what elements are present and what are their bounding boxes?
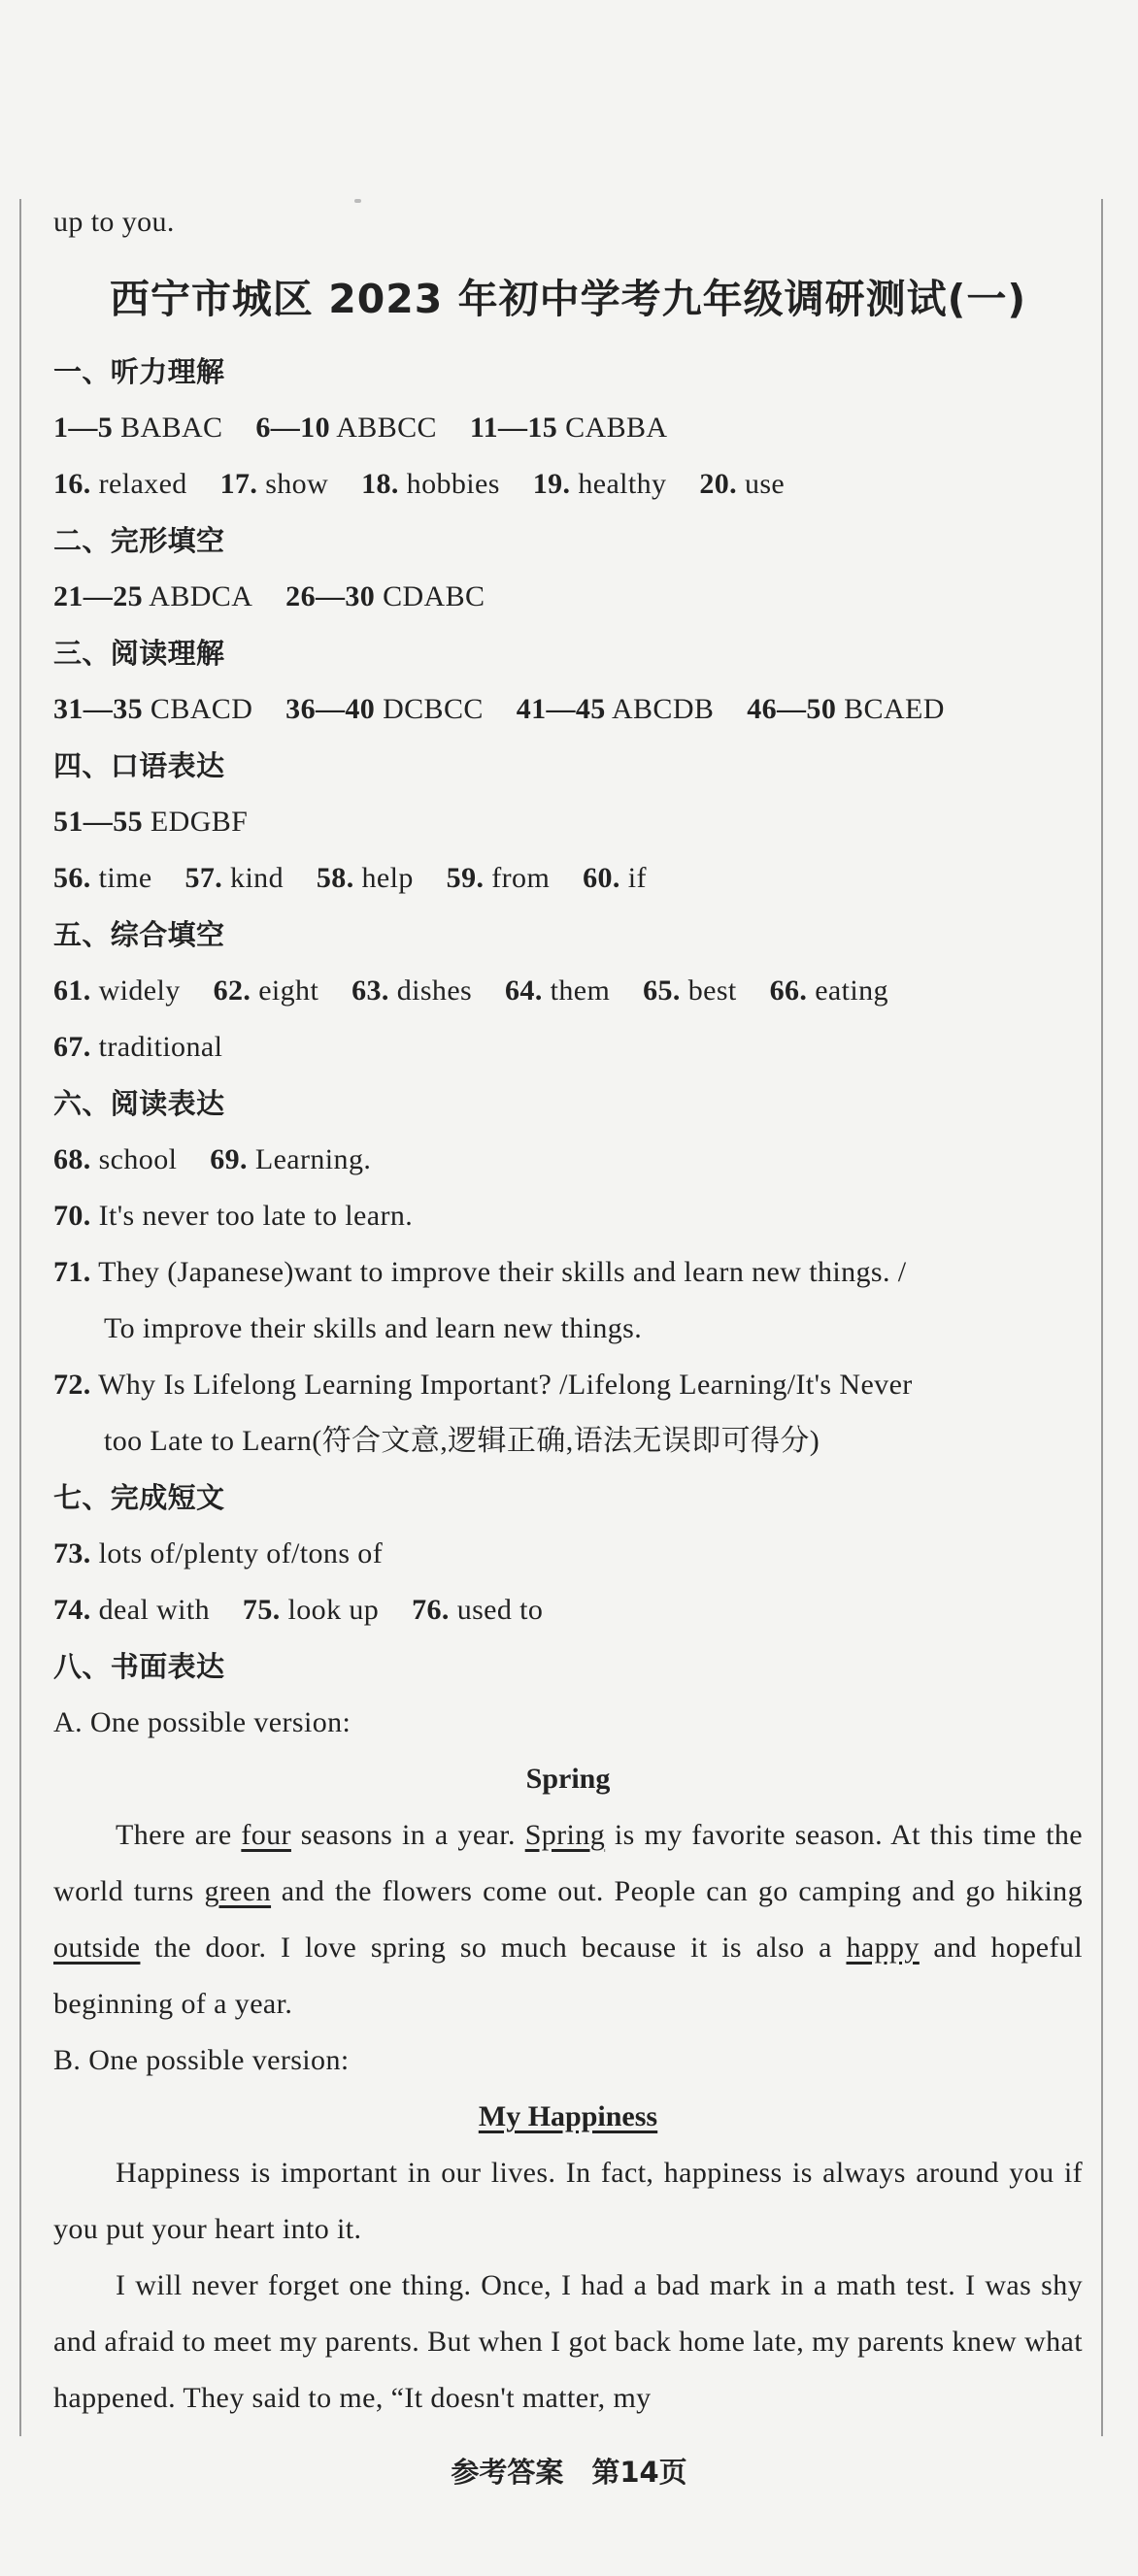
item-number: 58. xyxy=(316,862,354,894)
item-answer: deal with xyxy=(98,1594,211,1626)
item-answer: from xyxy=(491,862,551,894)
item-number: 21—25 xyxy=(53,580,143,612)
answer-line-14 xyxy=(53,1582,1083,1638)
item-number: 1—5 xyxy=(53,412,114,444)
item-number: 51—55 xyxy=(53,806,143,838)
section-heading-cloze: 二、完形填空 xyxy=(53,524,225,557)
essay-text: the door. I love spring so much because it is also a xyxy=(154,1932,832,1964)
item-number: 16. xyxy=(53,468,91,500)
answer-line-11 xyxy=(53,1244,1083,1301)
item-answer: if xyxy=(627,862,647,894)
item-answer: show xyxy=(265,468,329,500)
right-margin-line xyxy=(1101,199,1103,2436)
section-heading-oral: 四、口语表达 xyxy=(53,749,225,782)
item-answer: school xyxy=(98,1143,178,1175)
item-answer: CABBA xyxy=(565,412,668,444)
essay-text: seasons in a year. xyxy=(300,1819,516,1851)
item-answer: used to xyxy=(456,1594,544,1626)
item-number: 74. xyxy=(53,1594,91,1626)
item-number: 36—40 xyxy=(285,693,376,725)
item-number: 67. xyxy=(53,1031,91,1063)
item-number: 46—50 xyxy=(747,693,837,725)
underlined-word: green xyxy=(204,1875,272,1907)
item-answer: BABAC xyxy=(120,412,223,444)
essay-b-paragraph-1: Happiness is important in our lives. In fact, happiness is always around you if you put your heart into it. xyxy=(53,2157,1083,2245)
item-answer: CDABC xyxy=(383,580,485,612)
item-number: 57. xyxy=(184,862,223,894)
item-number: 75. xyxy=(242,1594,281,1626)
continuation-text: up to you. xyxy=(53,206,175,238)
section-heading-reading: 三、阅读理解 xyxy=(53,637,225,670)
item-answer: They (Japanese)want to improve their skills and learn new things. / xyxy=(98,1256,907,1288)
item-answer: relaxed xyxy=(98,468,187,500)
item-number: 60. xyxy=(583,862,620,894)
item-number: 18. xyxy=(361,468,399,500)
item-number: 41—45 xyxy=(516,693,606,725)
page-footer: 参考答案 第14页 xyxy=(451,2456,687,2489)
answer-line-9 xyxy=(53,1132,1083,1188)
essay-text: and hopeful beginning of a year. xyxy=(53,1932,1083,2020)
answer-key-page xyxy=(53,194,1083,2427)
answer-line-2 xyxy=(53,456,1083,512)
underlined-word: Spring xyxy=(524,1819,606,1851)
section-heading-fill: 五、综合填空 xyxy=(53,918,225,951)
item-answer: ABDCA xyxy=(149,580,253,612)
answer-line-3 xyxy=(53,569,1083,625)
item-answer: widely xyxy=(98,974,181,1007)
version-a-label: A. One possible version: xyxy=(53,1706,351,1738)
item-answer: lots of/plenty of/tons of xyxy=(98,1537,384,1569)
item-number: 62. xyxy=(213,974,251,1007)
essay-b-paragraph-2: I will never forget one thing. Once, I had a bad mark in a math test. I was shy and afraid to meet my parents. But when I got back home late, my parents knew what happened. They said to me, “It doesn't matter, my xyxy=(53,2269,1083,2414)
item-number: 71. xyxy=(53,1256,91,1288)
item-number: 17. xyxy=(219,468,258,500)
item-answer: kind xyxy=(230,862,284,894)
section-heading-passage: 七、完成短文 xyxy=(53,1481,225,1514)
answer-line-7 xyxy=(53,963,1083,1019)
item-number: 56. xyxy=(53,862,91,894)
item-number: 61. xyxy=(53,974,91,1007)
item-number: 64. xyxy=(505,974,543,1007)
item-answer: healthy xyxy=(578,468,667,500)
item-number: 76. xyxy=(412,1594,450,1626)
item-answer: time xyxy=(98,862,152,894)
essay-text: and the flowers come out. People can go camping and go hiking xyxy=(281,1875,1083,1907)
item-answer: look up xyxy=(287,1594,380,1626)
item-answer: It's never too late to learn. xyxy=(98,1200,414,1232)
page-title: 西宁市城区 2023 年初中学考九年级调研测试(一) xyxy=(109,276,1027,322)
item-answer: eating xyxy=(815,974,888,1007)
item-answer: Learning. xyxy=(254,1143,372,1175)
answer-line-4 xyxy=(53,681,1083,738)
item-answer: Why Is Lifelong Learning Important? /Lifelong Learning/It's Never xyxy=(98,1369,913,1401)
item-answer: help xyxy=(361,862,414,894)
answer-line-12-cont: too Late to Learn(符合文意,逻辑正确,语法无误即可得分) xyxy=(104,1425,820,1457)
item-number: 70. xyxy=(53,1200,91,1232)
underlined-word: happy xyxy=(846,1932,920,1964)
answer-line-6 xyxy=(53,850,1083,907)
item-number: 63. xyxy=(351,974,389,1007)
item-number: 31—35 xyxy=(53,693,143,725)
essay-text: There are xyxy=(116,1819,232,1851)
essay-text: is my favorite season. At this time the world turns xyxy=(53,1819,1083,1907)
section-heading-listening: 一、听力理解 xyxy=(53,355,225,388)
answer-line-10 xyxy=(53,1188,1083,1244)
item-number: 26—30 xyxy=(285,580,376,612)
answer-line-13 xyxy=(53,1526,1083,1582)
left-margin-line xyxy=(19,199,21,2436)
answer-line-12 xyxy=(53,1357,1083,1413)
item-number: 72. xyxy=(53,1369,91,1401)
item-number: 69. xyxy=(210,1143,248,1175)
item-answer: dishes xyxy=(396,974,473,1007)
item-answer: ABBCC xyxy=(336,412,437,444)
answer-line-5 xyxy=(53,794,1083,850)
item-answer: ABCDB xyxy=(611,693,715,725)
item-number: 11—15 xyxy=(469,412,558,444)
item-answer: eight xyxy=(258,974,319,1007)
essay-b-title-text: My Happiness xyxy=(478,2100,658,2132)
answer-line-1 xyxy=(53,400,1083,456)
essay-b-title xyxy=(53,2089,1083,2145)
version-b-label: B. One possible version: xyxy=(53,2044,350,2076)
section-heading-reading-expression: 六、阅读表达 xyxy=(53,1087,225,1120)
item-answer: them xyxy=(550,974,611,1007)
essay-a-paragraph xyxy=(53,1807,1083,2032)
essay-a-title: Spring xyxy=(525,1763,611,1795)
item-answer: EDGBF xyxy=(150,806,249,838)
item-answer: traditional xyxy=(98,1031,223,1063)
item-number: 19. xyxy=(532,468,571,500)
underlined-word: outside xyxy=(53,1932,141,1964)
item-number: 68. xyxy=(53,1143,91,1175)
item-number: 65. xyxy=(643,974,681,1007)
underlined-word: four xyxy=(241,1819,291,1851)
item-answer: BCAED xyxy=(844,693,945,725)
item-answer: DCBCC xyxy=(383,693,484,725)
item-number: 59. xyxy=(446,862,485,894)
item-answer: best xyxy=(687,974,737,1007)
item-answer: hobbies xyxy=(406,468,500,500)
item-number: 66. xyxy=(769,974,808,1007)
item-answer: CBACD xyxy=(150,693,253,725)
section-heading-writing: 八、书面表达 xyxy=(53,1650,225,1683)
item-answer: use xyxy=(744,468,786,500)
item-number: 6—10 xyxy=(255,412,330,444)
item-number: 20. xyxy=(699,468,738,500)
answer-line-8 xyxy=(53,1019,1083,1075)
item-number: 73. xyxy=(53,1537,91,1569)
answer-line-11-cont: To improve their skills and learn new things. xyxy=(104,1312,643,1344)
